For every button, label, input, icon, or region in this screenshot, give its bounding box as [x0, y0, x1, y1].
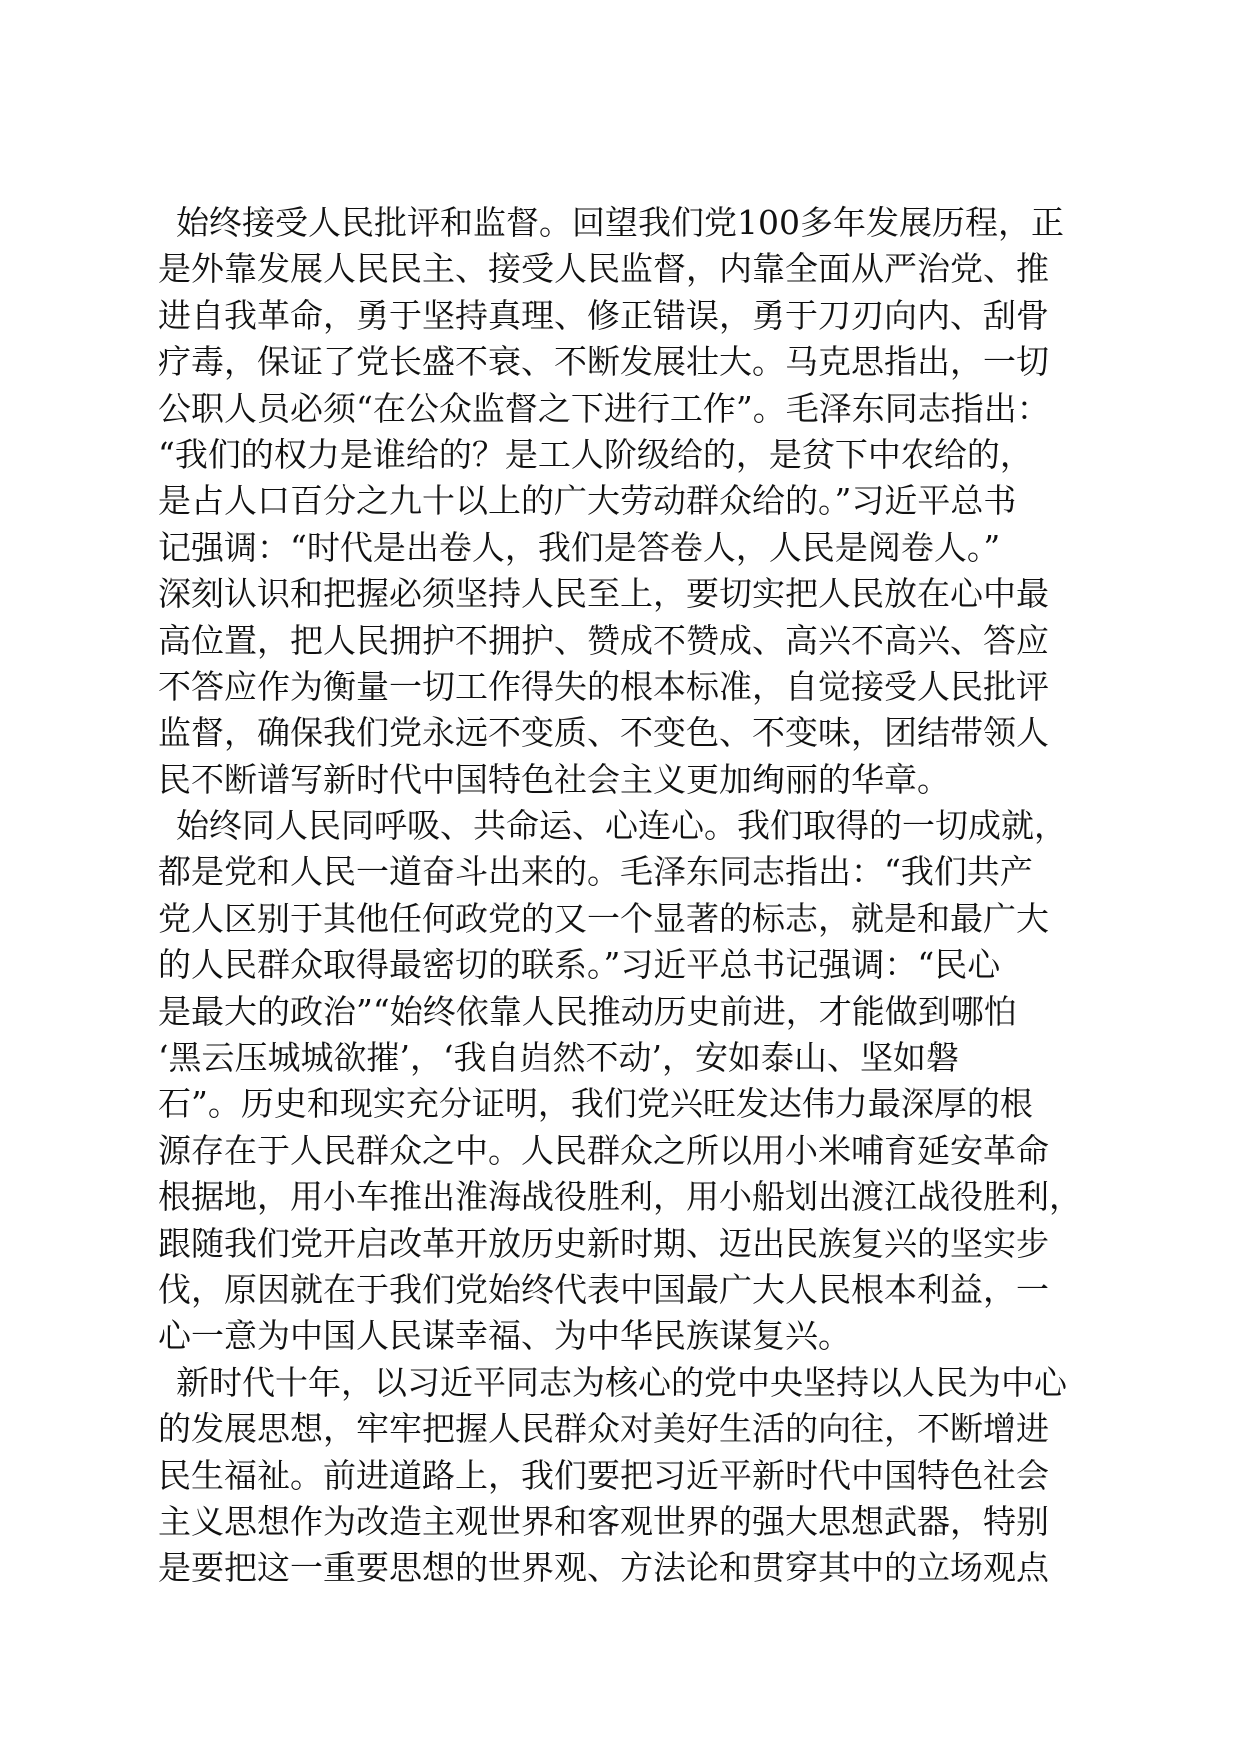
text-line: 的人民群众取得最密切的联系。”习近平总书记强调：“民心 — [158, 945, 1001, 985]
text-line: 的发展思想，牢牢把握人民群众对美好生活的向往，不断增进 — [158, 1409, 1049, 1449]
text-line: 高位置，把人民拥护不拥护、赞成不赞成、高兴不高兴、答应 — [158, 620, 1049, 660]
paragraph-first-line: 始终接受人民批评和监督。回望我们党100多年发展历程，正 — [176, 203, 1064, 242]
text-line: “我们的权力是谁给的？是工人阶级给的，是贫下中农给的， — [158, 434, 1033, 474]
text-line: ‘黑云压城城欲摧’，‘我自岿然不动’，安如泰山、坚如磐 — [158, 1038, 959, 1078]
text-line: 深刻认识和把握必须坚持人民至上，要切实把人民放在心中最 — [158, 574, 1049, 614]
paragraph-first-line: 新时代十年，以习近平同志为核心的党中央坚持以人民为中心 — [176, 1362, 1067, 1402]
text-line: 石”。历史和现实充分证明，我们党兴旺发达伟力最深厚的根 — [158, 1084, 1033, 1124]
text-line: 进自我革命，勇于坚持真理、修正错误，勇于刀刃向内、刮骨 — [158, 295, 1049, 335]
text-line: 心一意为中国人民谋幸福、为中华民族谋复兴。 — [158, 1316, 851, 1356]
text-line: 民不断谱写新时代中国特色社会主义更加绚丽的华章。 — [158, 759, 950, 799]
text-line: 是最大的政治”“始终依靠人民推动历史前进，才能做到哪怕 — [158, 991, 1017, 1031]
text-line: 记强调：“时代是出卷人，我们是答卷人，人民是阅卷人。” — [158, 527, 1001, 567]
text-line: 不答应作为衡量一切工作得失的根本标准，自觉接受人民批评 — [158, 666, 1049, 706]
text-line: 跟随我们党开启改革开放历史新时期、迈出民族复兴的坚实步 — [158, 1223, 1049, 1263]
text-line: 是要把这一重要思想的世界观、方法论和贯穿其中的立场观点 — [158, 1548, 1049, 1588]
text-line: 根据地，用小车推出淮海战役胜利，用小船划出渡江战役胜利， — [158, 1177, 1082, 1217]
paragraph-first-line: 始终同人民同呼吸、共命运、心连心。我们取得的一切成就， — [176, 806, 1067, 846]
text-line: 主义思想作为改造主观世界和客观世界的强大思想武器，特别 — [158, 1501, 1049, 1541]
text-line: 源存在于人民群众之中。人民群众之所以用小米哺育延安革命 — [158, 1130, 1049, 1170]
text-line: 伐，原因就在于我们党始终代表中国最广大人民根本利益，一 — [158, 1269, 1049, 1309]
text-line: 是外靠发展人民民主、接受人民监督，内靠全面从严治党、推 — [158, 249, 1049, 289]
text-line: 疗毒，保证了党长盛不衰、不断发展壮大。马克思指出，一切 — [158, 342, 1049, 382]
body-text — [158, 200, 1093, 1592]
text-line: 都是党和人民一道奋斗出来的。毛泽东同志指出：“我们共产 — [158, 852, 1033, 892]
text-line: 监督，确保我们党永远不变质、不变色、不变味，团结带领人 — [158, 713, 1049, 753]
text-line: 公职人员必须“在公众监督之下进行工作”。毛泽东同志指出： — [158, 388, 1050, 428]
text-line: 民生福祉。前进道路上，我们要把习近平新时代中国特色社会 — [158, 1455, 1049, 1495]
text-line: 党人区别于其他任何政党的又一个显著的标志，就是和最广大 — [158, 898, 1049, 938]
text-line: 是占人口百分之九十以上的广大劳动群众给的。”习近平总书 — [158, 481, 1017, 521]
